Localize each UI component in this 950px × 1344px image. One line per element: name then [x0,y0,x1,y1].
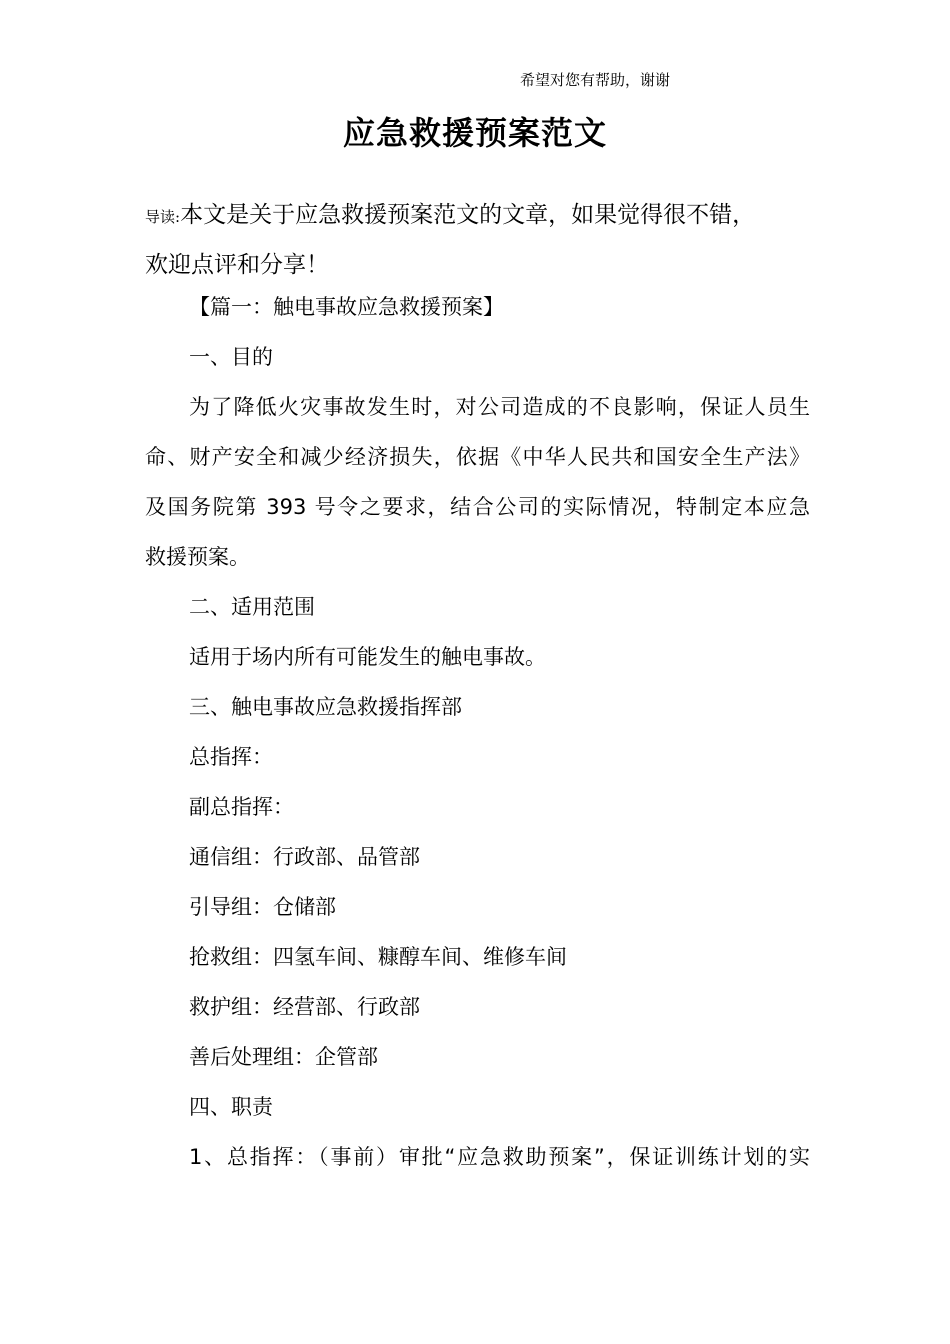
intro-line-1 [145,190,810,240]
s3-item-aftermath-group: 善后处理组：企管部 [189,1045,378,1069]
s4-item-1: 1、总指挥：（事前）审批“应急救助预案”，保证训练计划的实 [189,1145,810,1169]
s4-heading: 四、职责 [189,1095,273,1119]
s2-text: 适用于场内所有可能发生的触电事故。 [189,645,546,669]
s1-heading: 一、目的 [189,345,273,369]
section-heading: 【篇一：触电事故应急救援预案】 [189,295,504,319]
s1-para-line-4: 救援预案。 [145,545,250,569]
s1-para-line-1: 为了降低火灾事故发生时，对公司造成的不良影响，保证人员生 [189,395,810,419]
s3-item-guidance-group: 引导组：仓储部 [189,895,336,919]
s3-item-commander: 总指挥： [189,745,273,769]
intro-paragraph [145,190,810,290]
s2-heading: 二、适用范围 [189,595,315,619]
s3-item-deputy-commander: 副总指挥： [189,795,294,819]
s3-item-care-group: 救护组：经营部、行政部 [189,995,420,1019]
document-title: 应急救援预案范文 [342,114,607,152]
s3-heading: 三、触电事故应急救援指挥部 [189,695,462,719]
intro-label: 导读: [145,208,181,226]
s3-item-rescue-group: 抢救组：四氢车间、糠醇车间、维修车间 [189,945,567,969]
s1-para-line-3: 及国务院第 393 号令之要求，结合公司的实际情况，特制定本应急 [145,495,810,519]
intro-line-2: 欢迎点评和分享！ [145,252,329,278]
intro-text-1: 本文是关于应急救援预案范文的文章，如果觉得很不错， [180,202,756,228]
s1-para-line-2: 命、财产安全和减少经济损失，依据《中华人民共和国安全生产法》 [145,445,810,469]
s3-item-communication-group: 通信组：行政部、品管部 [189,845,420,869]
header-note: 希望对您有帮助，谢谢 [520,71,671,89]
document-body [145,282,810,1182]
